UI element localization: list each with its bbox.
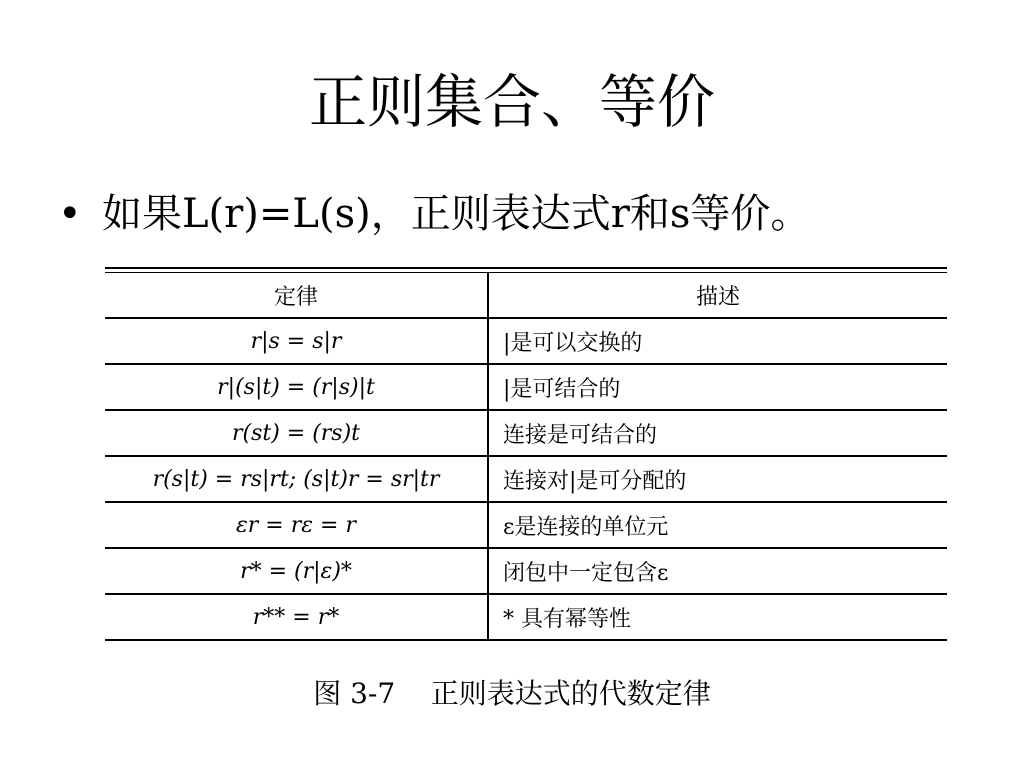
table-row xyxy=(105,548,947,594)
law-cell: r(st) = (rs)t xyxy=(105,410,488,456)
law-cell: r|(s|t) = (r|s)|t xyxy=(105,364,488,410)
table-header-row xyxy=(105,273,947,318)
law-cell: εr = rε = r xyxy=(105,502,488,548)
description-cell: * 具有幂等性 xyxy=(488,594,947,640)
law-cell: r** = r* xyxy=(105,594,488,640)
description-cell: |是可以交换的 xyxy=(488,318,947,364)
bullet-item xyxy=(58,186,810,242)
law-cell: r|s = s|r xyxy=(105,318,488,364)
laws-table xyxy=(105,273,947,641)
description-cell: 连接对|是可分配的 xyxy=(488,456,947,502)
algebra-laws-table xyxy=(105,267,947,641)
law-cell: r(s|t) = rs|rt; (s|t)r = sr|tr xyxy=(105,456,488,502)
table-row xyxy=(105,502,947,548)
header-law: 定律 xyxy=(105,273,488,318)
description-cell: 闭包中一定包含ε xyxy=(488,548,947,594)
description-cell: ε是连接的单位元 xyxy=(488,502,947,548)
figure-caption: 图 3-7 正则表达式的代数定律 xyxy=(313,677,711,710)
description-cell: |是可结合的 xyxy=(488,364,947,410)
table-row xyxy=(105,594,947,640)
bullet-marker: • xyxy=(58,191,82,237)
bullet-text: 如果L(r)=L(s)，正则表达式r和s等价。 xyxy=(102,191,811,237)
description-cell: 连接是可结合的 xyxy=(488,410,947,456)
table-row xyxy=(105,364,947,410)
header-description: 描述 xyxy=(488,273,947,318)
table-row xyxy=(105,456,947,502)
slide-title: 正则集合、等价 xyxy=(308,68,715,136)
table-row xyxy=(105,410,947,456)
law-cell: r* = (r|ε)* xyxy=(105,548,488,594)
table-row xyxy=(105,318,947,364)
